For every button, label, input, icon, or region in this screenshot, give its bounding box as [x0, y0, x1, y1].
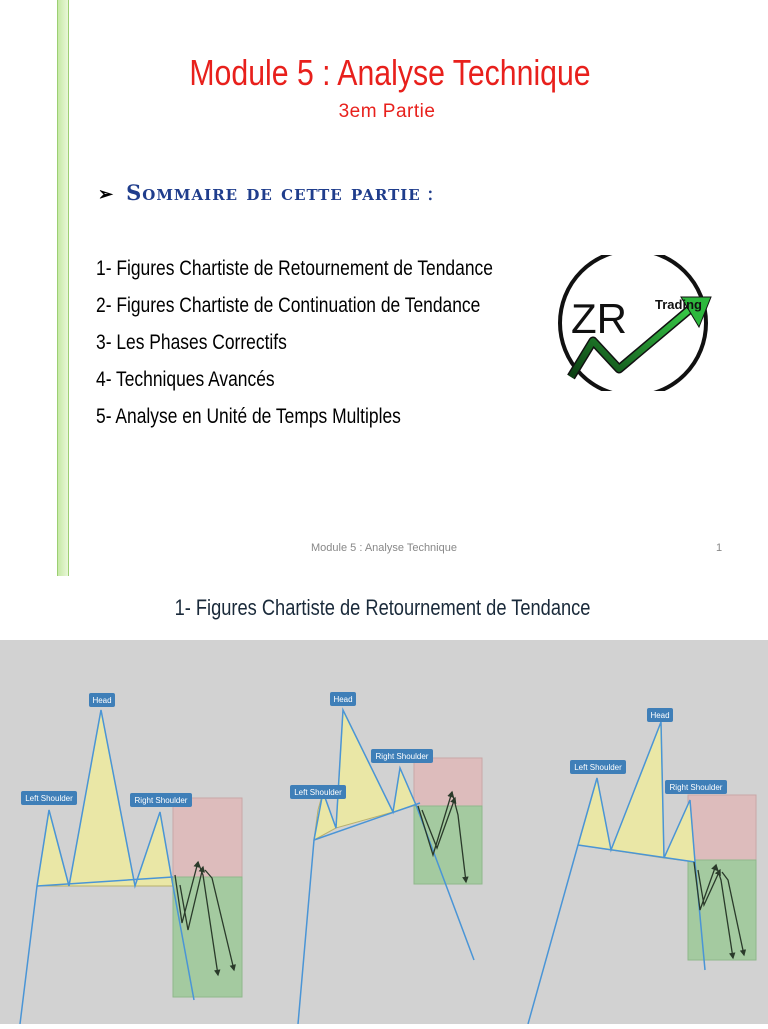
pattern-3: [528, 708, 756, 1024]
slide-footer: Module 5 : Analyse Technique: [311, 542, 457, 554]
head-area: [611, 722, 664, 858]
toc-item: 3- Les Phases Correctifs: [96, 331, 287, 354]
slide-subtitle: 3em Partie: [338, 101, 436, 122]
stop-zone: [173, 798, 242, 877]
summary-heading: [98, 180, 435, 205]
toc-item: 4- Techniques Avancés: [96, 368, 275, 391]
logo-sub-text: Trading: [655, 297, 702, 312]
target-zone: [173, 877, 242, 997]
right-shoulder-label: Right Shoulder: [134, 796, 188, 805]
summary-label: Sommaire de cette partie: [126, 180, 421, 205]
head-area: [336, 710, 393, 828]
head-and-shoulders-illustrations: [0, 640, 768, 1024]
head-label: Head: [650, 711, 670, 720]
left-shoulder-label: Left Shoulder: [294, 788, 342, 797]
left-shoulder-label: Left Shoulder: [25, 794, 73, 803]
arrow-bullet-icon: ➢: [98, 184, 115, 205]
slide-title: Module 5 : Analyse Technique: [189, 52, 591, 93]
patterns-canvas: [0, 640, 768, 1024]
head-label: Head: [333, 695, 353, 704]
section-heading: 1- Figures Chartiste de Retournement de Tendance: [174, 595, 591, 620]
pattern-1: [20, 693, 242, 1024]
left-shoulder-area: [37, 810, 69, 886]
left-shoulder-label: Left Shoulder: [574, 763, 622, 772]
logo-main-text: ZR: [571, 295, 627, 342]
stop-zone: [414, 758, 482, 806]
toc-item: 5- Analyse en Unité de Temps Multiples: [96, 405, 401, 428]
page-number: 1: [716, 542, 723, 554]
head-area: [69, 710, 135, 886]
toc-item: 1- Figures Chartiste de Retournement de Tendance: [96, 257, 493, 280]
pattern-2: [290, 692, 482, 1024]
summary-colon: :: [426, 181, 435, 205]
right-shoulder-label: Right Shoulder: [669, 783, 723, 792]
toc-item: 2- Figures Chartiste de Continuation de Tendance: [96, 294, 481, 317]
head-label: Head: [92, 696, 112, 705]
right-shoulder-area: [135, 812, 173, 886]
stop-zone: [688, 795, 756, 860]
right-shoulder-label: Right Shoulder: [375, 752, 429, 761]
zr-trading-logo: [553, 255, 713, 391]
table-of-contents: [96, 255, 574, 440]
